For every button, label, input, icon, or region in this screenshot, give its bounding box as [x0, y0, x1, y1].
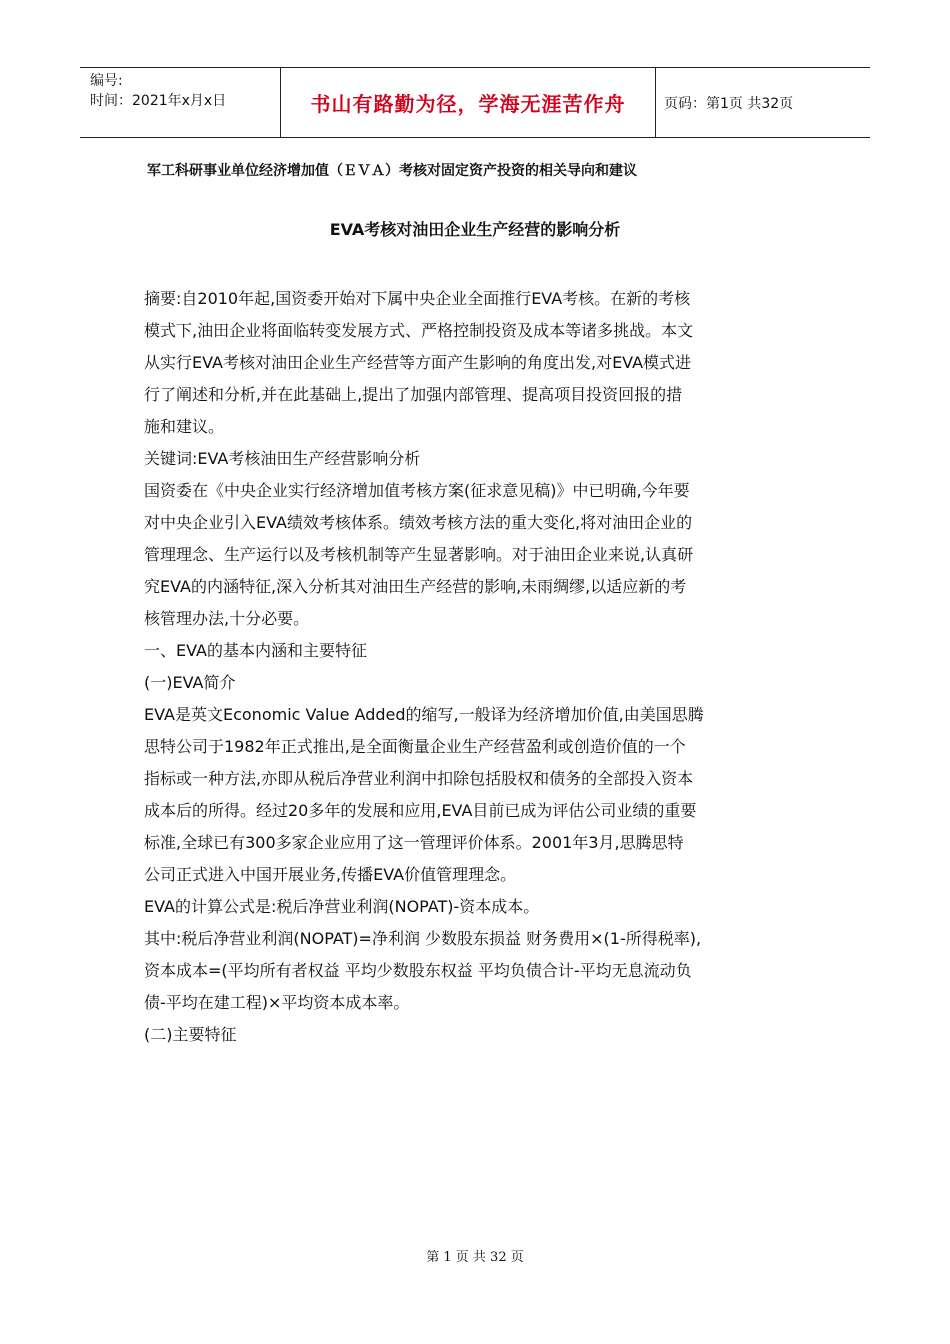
- formula-line: 债-平均在建工程)×平均资本成本率。: [144, 993, 410, 1012]
- body-line: 标准,全球已有300多家企业应用了这一管理评价体系。2001年3月,思腾思特: [144, 833, 684, 852]
- page-header: [80, 67, 870, 138]
- header-meta: [80, 68, 281, 137]
- body-line: 指标或一种方法,亦即从税后净营业利润中扣除包括股权和债务的全部投入资本: [144, 769, 694, 788]
- body-line: 摘要:自2010年起,国资委开始对下属中央企业全面推行EVA考核。在新的考核: [144, 289, 691, 308]
- document-subtitle: 军工科研事业单位经济增加值（ＥＶＡ）考核对固定资产投资的相关导向和建议: [147, 163, 637, 179]
- document-body: [144, 283, 814, 1051]
- body-line: EVA是英文Economic Value Added的缩写,一般译为经济增加价值,由美国思腾: [144, 705, 704, 724]
- page-footer: 第 1 页 共 32 页: [426, 1250, 524, 1265]
- section-heading: 一、EVA的基本内涵和主要特征: [144, 641, 367, 660]
- formula-line: EVA的计算公式是:税后净营业利润(NOPAT)-资本成本。: [144, 897, 540, 916]
- body-line: 国资委在《中央企业实行经济增加值考核方案(征求意见稿)》中已明确,今年要: [144, 481, 690, 500]
- body-line: 核管理办法,十分必要。: [144, 609, 310, 628]
- document-title: EVA考核对油田企业生产经营的影响分析: [329, 220, 621, 239]
- body-line: 思特公司于1982年正式推出,是全面衡量企业生产经营盈利或创造价值的一个: [144, 737, 686, 756]
- body-line: 公司正式进入中国开展业务,传播EVA价值管理理念。: [144, 865, 517, 884]
- document-time: 时间：2021年x月x日: [90, 93, 227, 109]
- body-line: 模式下,油田企业将面临转变发展方式、严格控制投资及成本等诸多挑战。本文: [144, 321, 694, 340]
- body-line: 管理理念、生产运行以及考核机制等产生显著影响。对于油田企业来说,认真研: [144, 545, 694, 564]
- subsection-heading: (二)主要特征: [144, 1025, 237, 1044]
- body-line: 成本后的所得。经过20多年的发展和应用,EVA目前已成为评估公司业绩的重要: [144, 801, 697, 820]
- header-motto: 书山有路勤为径，学海无涯苦作舟: [281, 68, 656, 137]
- header-page-info: 页码：第1页 共32页: [664, 95, 794, 112]
- body-line: 从实行EVA考核对油田企业生产经营等方面产生影响的角度出发,对EVA模式进: [144, 353, 692, 372]
- body-line: 究EVA的内涵特征,深入分析其对油田生产经营的影响,未雨绸缪,以适应新的考: [144, 577, 687, 596]
- formula-line: 其中:税后净营业利润(NOPAT)=净利润 少数股东损益 财务费用×(1-所得税率),: [144, 929, 702, 948]
- formula-line: 资本成本=(平均所有者权益 平均少数股东权益 平均负债合计-平均无息流动负: [144, 961, 692, 980]
- body-line: 行了阐述和分析,并在此基础上,提出了加强内部管理、提高项目投资回报的措: [144, 385, 683, 404]
- body-line: 施和建议。: [144, 417, 225, 436]
- keywords-line: 关键词:EVA考核油田生产经营影响分析: [144, 449, 421, 468]
- document-number-label: 编号:: [90, 73, 123, 89]
- body-line: 对中央企业引入EVA绩效考核体系。绩效考核方法的重大变化,将对油田企业的: [144, 513, 693, 532]
- subsection-heading: (一)EVA简介: [144, 673, 236, 692]
